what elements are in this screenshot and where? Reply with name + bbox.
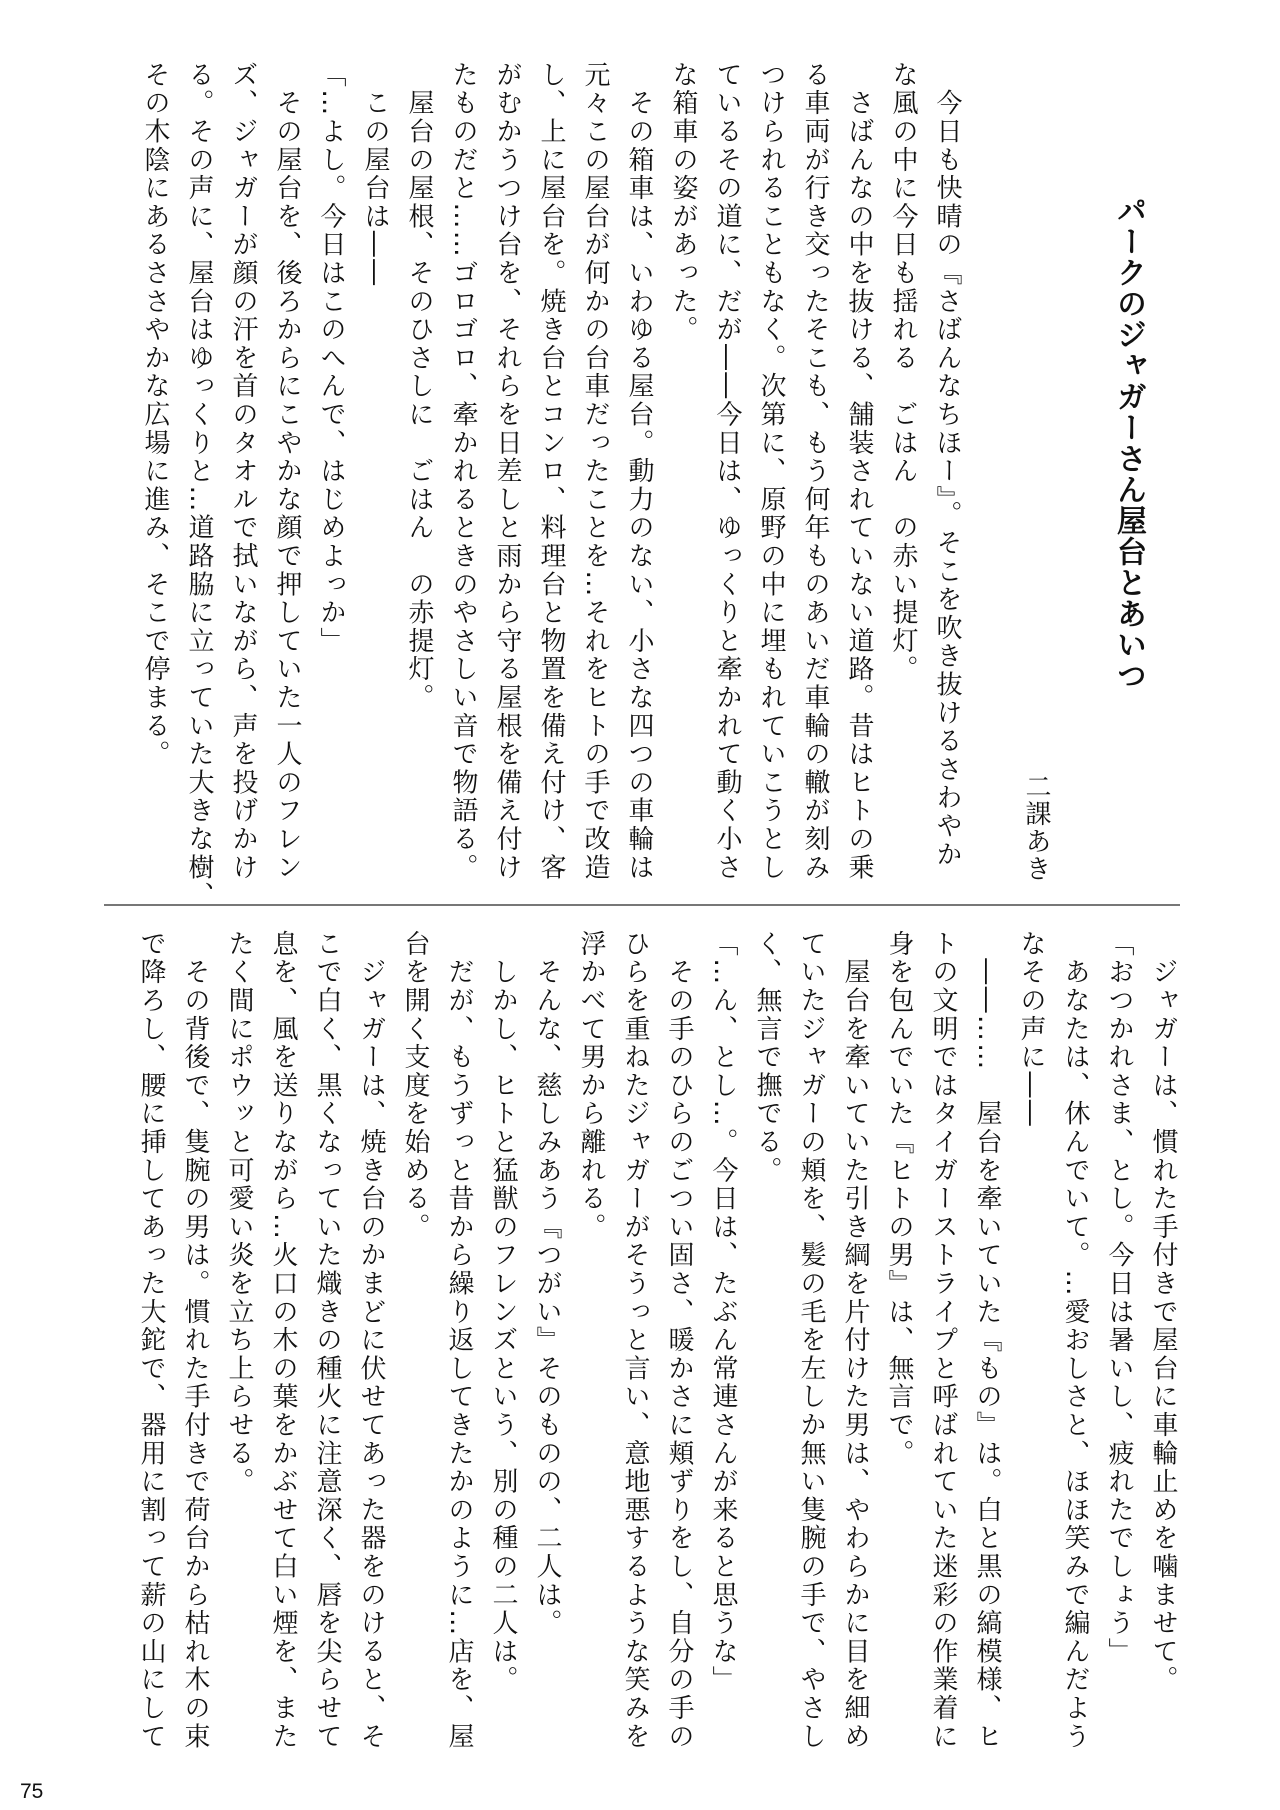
text-line: しかし、ヒトと猛獣のフレンズという、別の種の二人は。 — [488, 930, 518, 1695]
text-line: この屋台は―― — [360, 61, 390, 288]
text-line: 元々この屋台が何かの台車だったことを…それをヒトの手で改造 — [580, 61, 610, 882]
text-line: 「おつかれさま、とし。今日は暑いし、疲れたでしょう」 — [1104, 930, 1134, 1666]
text-line: 「…ん、とし…。今日は、たぶん常連さんが来ると思うな」 — [708, 930, 738, 1695]
story-title: パークのジャガーさん屋台とあいつ — [1111, 195, 1146, 691]
text-line: つけられることもなく。次第に、原野の中に埋もれていこうとし — [756, 61, 786, 882]
text-line: たものだと……ゴロゴロ、牽かれるときのやさしい音で物語る。 — [448, 61, 478, 882]
text-line: 台を開く支度を始める。 — [400, 930, 430, 1242]
text-line: だが、もうずっと昔から繰り返してきたかのように…店を、屋 — [444, 930, 474, 1751]
text-line: 浮かべて男から離れる。 — [576, 930, 606, 1242]
text-line: ジャガーは、慣れた手付きで屋台に車輪止めを噛ませて。 — [1148, 930, 1178, 1695]
text-line: そんな、慈しみあう『つがい』そのものの、二人は。 — [532, 930, 562, 1638]
text-line: あなたは、休んでいて。…愛おしさと、ほほ笑みで編んだよう — [1060, 930, 1090, 1751]
text-line: 屋台を牽いていた引き綱を片付けた男は、やわらかに目を細め — [840, 930, 870, 1751]
text-line: 息を、風を送りながら…火口の木の葉をかぶせて白い煙を、また — [268, 930, 298, 1751]
text-line: 屋台の屋根、そのひさしに ごはん の赤提灯。 — [404, 61, 434, 712]
text-line: がむかうつけ台を、それらを日差しと雨から守る屋根を備え付け — [492, 61, 522, 882]
page-number: 75 — [20, 1780, 44, 1803]
text-line: 今日も快晴の『さばんなちほー』。そこを吹き抜けるさわやか — [932, 61, 962, 869]
text-line: な風の中に今日も揺れる ごはん の赤い提灯。 — [888, 61, 918, 684]
upper-text-block — [133, 61, 969, 910]
lower-text-block — [129, 930, 1185, 1770]
author-name: 二課あき — [1021, 773, 1051, 883]
text-line: さばんなの中を抜ける、舗装されていない道路。昔はヒトの乗 — [844, 61, 874, 882]
text-line: なその声に―― — [1016, 930, 1046, 1129]
text-line: その手のひらのごつい固さ、暖かさに頬ずりをし、自分の手の — [664, 930, 694, 1751]
text-line: その背後で、隻腕の男は。慣れた手付きで荷台から枯れ木の束 — [180, 930, 210, 1751]
text-line: こで白く、黒くなっていた熾きの種火に注意深く、唇を尖らせて — [312, 930, 342, 1751]
text-line: ていたジャガーの頬を、髪の毛を左しか無い隻腕の手で、やさし — [796, 930, 826, 1751]
text-line: し、上に屋台を。焼き台とコンロ、料理台と物置を備え付け、客 — [536, 61, 566, 882]
text-line: その木陰にあるささやかな広場に進み、そこで停まる。 — [140, 61, 170, 769]
text-line: ているその道に、だが――今日は、ゆっくりと牽かれて動く小さ — [712, 61, 742, 882]
text-line: 身を包んでいた『ヒトの男』は、無言で。 — [884, 930, 914, 1468]
text-line: く、無言で撫でる。 — [752, 930, 782, 1185]
text-line: る。その声に、屋台はゆっくりと…道路脇に立っていた大きな樹、 — [184, 61, 214, 910]
section-divider — [104, 904, 1180, 906]
text-line: ――…… 屋台を牽いていた『もの』は。白と黒の縞模様、ヒ — [972, 930, 1002, 1751]
text-line: その屋台を、後ろからにこやかな顔で押していた一人のフレン — [272, 61, 302, 882]
text-line: ジャガーは、焼き台のかまどに伏せてあった器をのけると、そ — [356, 930, 386, 1751]
text-line: で降ろし、腰に挿してあった大鉈で、器用に割って薪の山にして — [136, 930, 166, 1751]
text-line: たく間にポウッと可愛い炎を立ち上らせる。 — [224, 930, 254, 1496]
text-line: 「…よし。今日はこのへんで、はじめよっか」 — [316, 61, 346, 656]
text-line: な箱車の姿があった。 — [668, 61, 698, 344]
text-line: ひらを重ねたジャガーがそうっと言い、意地悪するような笑みを — [620, 930, 650, 1751]
text-line: その箱車は、いわゆる屋台。動力のない、小さな四つの車輪は — [624, 61, 654, 882]
text-line: トの文明ではタイガーストライプと呼ばれていた迷彩の作業着に — [928, 930, 958, 1751]
text-line: ズ、ジャガーが顔の汗を首のタオルで拭いながら、声を投げかけ — [228, 61, 258, 882]
text-line: る車両が行き交ったそこも、もう何年ものあいだ車輪の轍が刻み — [800, 61, 830, 882]
